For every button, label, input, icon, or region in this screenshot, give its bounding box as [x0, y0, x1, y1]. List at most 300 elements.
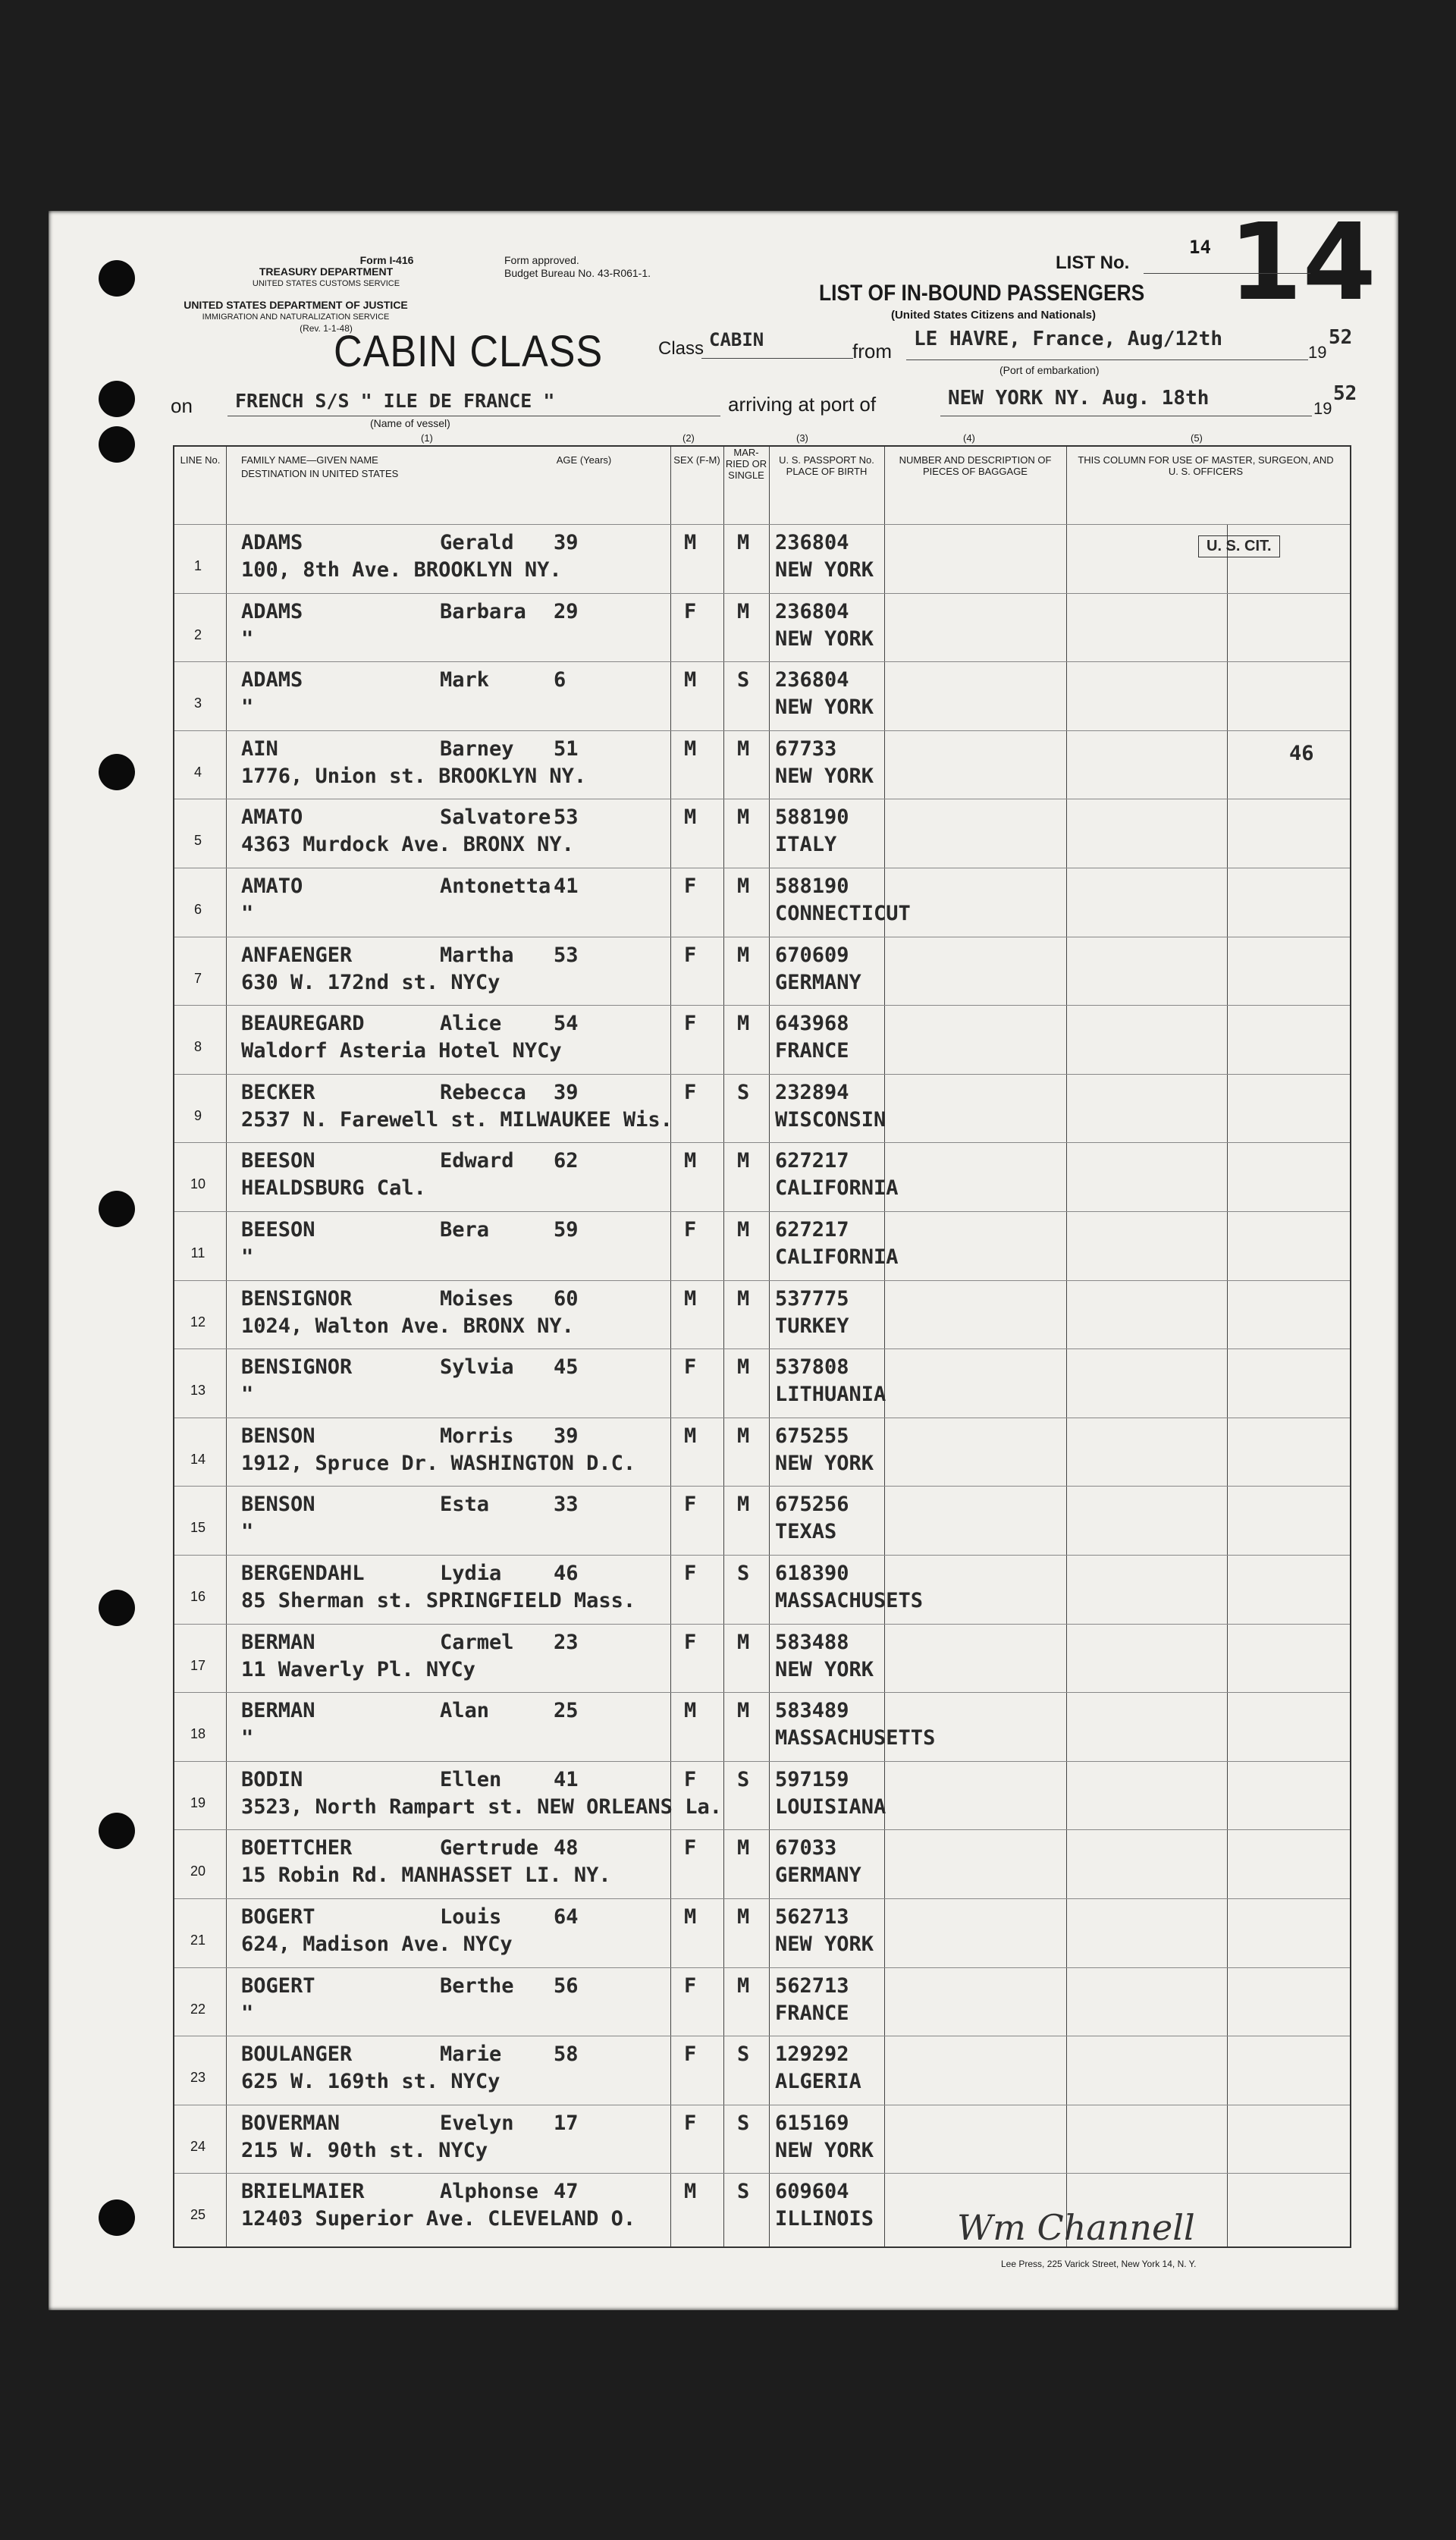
table-row	[174, 2105, 1350, 2174]
class-rule	[701, 358, 853, 359]
family-name: BRIELMAIER	[241, 2180, 365, 2204]
place-of-birth: GERMANY	[775, 970, 861, 994]
year-arrival: 52	[1333, 382, 1357, 405]
family-name: BOGERT	[241, 1905, 315, 1929]
treasury-dept: TREASURY DEPARTMENT	[259, 265, 394, 278]
on-label: on	[171, 394, 193, 417]
given-name: Sylvia	[440, 1355, 514, 1380]
passport-number: 675256	[775, 1493, 849, 1517]
marital-status: S	[737, 2111, 750, 2135]
line-number: 3	[193, 695, 202, 711]
binder-hole	[99, 381, 135, 417]
place-of-birth: NEW YORK	[775, 2138, 874, 2162]
age: 41	[554, 874, 579, 898]
passport-number: 588190	[775, 874, 849, 898]
line-number: 21	[190, 1932, 206, 1948]
table-row	[174, 1486, 1350, 1556]
family-name: ADAMS	[241, 668, 303, 692]
family-name: BOULANGER	[241, 2042, 353, 2067]
destination: HEALDSBURG Cal.	[241, 1176, 426, 1201]
place-of-birth: MASSACHUSETTS	[775, 1726, 936, 1750]
table-row	[174, 1280, 1350, 1350]
sex: F	[684, 2042, 697, 2067]
binder-hole	[99, 1590, 135, 1626]
table-row	[174, 1624, 1350, 1694]
destination: 624, Madison Ave. NYCy	[241, 1932, 513, 1956]
binder-hole	[99, 426, 135, 463]
given-name: Alphonse	[440, 2180, 539, 2204]
passport-number: 583489	[775, 1699, 849, 1723]
place-of-birth: GERMANY	[775, 1863, 861, 1888]
destination: 12403 Superior Ave. CLEVELAND O.	[241, 2207, 636, 2231]
line-number: 5	[193, 833, 202, 849]
sex: M	[684, 805, 697, 830]
sex: M	[684, 2180, 697, 2204]
family-name: BENSON	[241, 1493, 315, 1517]
place-of-birth: MASSACHUSETS	[775, 1589, 924, 1612]
place-of-birth: NEW YORK	[775, 1451, 874, 1475]
port-embark-caption: (Port of embarkation)	[999, 364, 1100, 376]
table-row	[174, 799, 1350, 868]
table-row	[174, 1829, 1350, 1899]
given-name: Rebecca	[440, 1080, 526, 1104]
family-name: BOVERMAN	[241, 2111, 340, 2135]
year-prefix-arr: 19	[1313, 399, 1332, 418]
place-of-birth: NEW YORK	[775, 695, 874, 720]
age: 51	[554, 736, 579, 761]
table-row	[174, 2036, 1350, 2105]
line-number: 17	[190, 1657, 206, 1673]
sex: M	[684, 1149, 697, 1173]
given-name: Louis	[440, 1905, 502, 1929]
given-name: Edward	[440, 1149, 514, 1173]
year-from: 52	[1329, 326, 1353, 349]
family-name: BOETTCHER	[241, 1836, 353, 1860]
given-name: Antonetta	[440, 874, 551, 898]
passport-number: 232894	[775, 1080, 849, 1104]
passport-number: 643968	[775, 1012, 849, 1036]
marital-status: M	[737, 1905, 750, 1929]
line-number: 1	[193, 558, 202, 573]
given-name: Ellen	[440, 1767, 502, 1791]
sex: M	[684, 531, 697, 554]
given-name: Gertrude	[440, 1836, 539, 1860]
given-name: Gerald	[440, 531, 514, 554]
officer-signature: Wm Channell	[957, 2207, 1195, 2248]
marital-status: M	[737, 1355, 750, 1380]
table-row	[174, 661, 1350, 731]
list-label: LIST No.	[1056, 253, 1130, 273]
passport-number: 537808	[775, 1355, 849, 1380]
place-of-birth: CONNECTICUT	[775, 902, 911, 925]
table-row	[174, 1692, 1350, 1762]
line-number: 12	[190, 1314, 206, 1330]
age: 64	[554, 1905, 579, 1929]
header-officers: THIS COLUMN FOR USE OF MASTER, SURGEON, AND U. S. OFFICERS	[1078, 454, 1334, 477]
table-row	[174, 868, 1350, 937]
family-name: BENSON	[241, 1424, 315, 1448]
place-of-birth: CALIFORNIA	[775, 1245, 899, 1269]
officer-note: 46	[1289, 741, 1314, 765]
given-name: Barney	[440, 736, 514, 761]
passport-number: 618390	[775, 1562, 849, 1585]
marital-status: S	[737, 1562, 750, 1585]
family-name: BERMAN	[241, 1630, 315, 1654]
age: 25	[554, 1699, 579, 1723]
given-name: Evelyn	[440, 2111, 514, 2135]
line-number: 20	[190, 1863, 206, 1879]
passport-number: 236804	[775, 668, 849, 692]
given-name: Moises	[440, 1286, 514, 1311]
customs-service: UNITED STATES CUSTOMS SERVICE	[252, 279, 400, 288]
table-row	[174, 1211, 1350, 1281]
sex: F	[684, 1836, 697, 1860]
arriving-value: NEW YORK NY. Aug. 18th	[948, 387, 1210, 410]
marital-status: M	[737, 1699, 750, 1723]
line-number: 7	[193, 970, 202, 986]
sex: F	[684, 874, 697, 898]
age: 53	[554, 805, 579, 830]
marital-status: M	[737, 1836, 750, 1860]
table-row	[174, 937, 1350, 1006]
sex: F	[684, 1080, 697, 1104]
destination: 630 W. 172nd st. NYCy	[241, 970, 500, 994]
column-number-2: (2)	[682, 432, 695, 444]
column-number-5: (5)	[1191, 432, 1203, 444]
passport-number: 562713	[775, 1905, 849, 1929]
table-row	[174, 1418, 1350, 1487]
passport-number: 67733	[775, 736, 837, 761]
table-row	[174, 1555, 1350, 1625]
family-name: BENSIGNOR	[241, 1286, 353, 1311]
marital-status: M	[737, 874, 750, 898]
place-of-birth: TEXAS	[775, 1520, 837, 1544]
place-of-birth: NEW YORK	[775, 764, 874, 788]
destination: "	[241, 1520, 254, 1544]
sex: F	[684, 1562, 697, 1585]
from-value: LE HAVRE, France, Aug/12th	[914, 328, 1222, 350]
table-row	[174, 1967, 1350, 2037]
place-of-birth: CALIFORNIA	[775, 1176, 899, 1201]
marital-status: M	[737, 1149, 750, 1173]
marital-status: M	[737, 599, 750, 623]
marital-status: S	[737, 1767, 750, 1791]
passport-number: 670609	[775, 943, 849, 967]
sex: M	[684, 1424, 697, 1448]
justice-dept: UNITED STATES DEPARTMENT OF JUSTICE	[184, 299, 408, 311]
class-label: Class	[658, 338, 704, 359]
passport-number: 609604	[775, 2180, 849, 2204]
family-name: BODIN	[241, 1767, 303, 1791]
place-of-birth: ITALY	[775, 833, 837, 857]
destination: "	[241, 902, 254, 925]
destination: 85 Sherman st. SPRINGFIELD Mass.	[241, 1589, 636, 1612]
marital-status: M	[737, 1973, 750, 1998]
given-name: Bera	[440, 1218, 490, 1242]
place-of-birth: TURKEY	[775, 1314, 849, 1338]
age: 29	[554, 599, 579, 623]
table-row	[174, 593, 1350, 663]
line-number: 11	[190, 1245, 206, 1261]
sex: F	[684, 1973, 697, 1998]
age: 39	[554, 1424, 579, 1448]
family-name: AIN	[241, 736, 278, 761]
sex: F	[684, 1355, 697, 1380]
destination: 15 Robin Rd. MANHASSET LI. NY.	[241, 1863, 611, 1888]
destination: "	[241, 1383, 254, 1407]
passport-number: 129292	[775, 2042, 849, 2067]
age: 45	[554, 1355, 579, 1380]
sex: F	[684, 1493, 697, 1517]
given-name: Martha	[440, 943, 514, 967]
class-value: CABIN	[709, 329, 764, 350]
marital-status: S	[737, 2042, 750, 2067]
header-sex: SEX (F-M)	[673, 454, 720, 466]
destination: 3523, North Rampart st. NEW ORLEANS La.	[241, 1794, 722, 1819]
table-row	[174, 524, 1350, 594]
passenger-table	[173, 445, 1351, 2248]
age: 47	[554, 2180, 579, 2204]
given-name: Berthe	[440, 1973, 514, 1998]
column-number-1: (1)	[421, 432, 433, 444]
ins-service: IMMIGRATION AND NATURALIZATION SERVICE	[202, 312, 390, 322]
sex: F	[684, 2111, 697, 2135]
place-of-birth: WISCONSIN	[775, 1107, 886, 1132]
passport-number: 562713	[775, 1973, 849, 1998]
destination: "	[241, 1726, 254, 1750]
age: 39	[554, 531, 579, 554]
sex: F	[684, 1012, 697, 1036]
passport-number: 627217	[775, 1218, 849, 1242]
age: 33	[554, 1493, 579, 1517]
header-age: AGE (Years)	[556, 454, 612, 466]
family-name: BECKER	[241, 1080, 315, 1104]
passport-number: 67033	[775, 1836, 837, 1860]
place-of-birth: NEW YORK	[775, 1657, 874, 1681]
place-of-birth: ILLINOIS	[775, 2207, 874, 2231]
destination: "	[241, 626, 254, 651]
passport-number: 236804	[775, 599, 849, 623]
table-row	[174, 1348, 1350, 1418]
column-number-4: (4)	[963, 432, 975, 444]
marital-status: S	[737, 2180, 750, 2204]
passport-number: 583488	[775, 1630, 849, 1654]
destination: 2537 N. Farewell st. MILWAUKEE Wis.	[241, 1107, 673, 1132]
given-name: Alan	[440, 1699, 490, 1723]
marital-status: M	[737, 1630, 750, 1654]
line-number: 22	[190, 2001, 206, 2017]
revision: (Rev. 1-1-48)	[300, 323, 353, 334]
destination: 100, 8th Ave. BROOKLYN NY.	[241, 558, 562, 582]
family-name: BEAUREGARD	[241, 1012, 365, 1036]
age: 56	[554, 1973, 579, 1998]
family-name: BOGERT	[241, 1973, 315, 1998]
document-subtitle: (United States Citizens and Nationals)	[890, 309, 1097, 322]
sex: M	[684, 1905, 697, 1929]
age: 48	[554, 1836, 579, 1860]
destination: 1776, Union st. BROOKLYN NY.	[241, 764, 587, 788]
given-name: Alice	[440, 1012, 502, 1036]
from-label: from	[852, 340, 892, 363]
destination: Waldorf Asteria Hotel NYCy	[241, 1039, 562, 1063]
age: 60	[554, 1286, 579, 1311]
passport-number: 615169	[775, 2111, 849, 2135]
given-name: Salvatore	[440, 805, 551, 830]
document-title: LIST OF IN-BOUND PASSENGERS	[819, 281, 1145, 306]
place-of-birth: NEW YORK	[775, 558, 874, 582]
family-name: BENSIGNOR	[241, 1355, 353, 1380]
header-baggage: NUMBER AND DESCRIPTION OF PIECES OF BAGGAGE	[899, 454, 1052, 477]
marital-status: M	[737, 531, 750, 554]
passport-number: 588190	[775, 805, 849, 830]
destination: 4363 Murdock Ave. BRONX NY.	[241, 833, 574, 857]
given-name: Esta	[440, 1493, 490, 1517]
place-of-birth: ALGERIA	[775, 2070, 861, 2094]
marital-status: M	[737, 1424, 750, 1448]
family-name: ADAMS	[241, 531, 303, 554]
age: 23	[554, 1630, 579, 1654]
sex: F	[684, 1218, 697, 1242]
list-number-large: 14	[1228, 201, 1376, 325]
officer-note: U. S. CIT.	[1198, 535, 1280, 557]
line-number: 16	[190, 1589, 206, 1604]
family-name: AMATO	[241, 874, 303, 898]
header-line: LINE No.	[180, 454, 221, 466]
age: 59	[554, 1218, 579, 1242]
given-name: Barbara	[440, 599, 526, 623]
destination: 625 W. 169th st. NYCy	[241, 2070, 500, 2094]
marital-status: M	[737, 943, 750, 967]
table-row	[174, 1005, 1350, 1075]
place-of-birth: NEW YORK	[775, 626, 874, 651]
line-number: 10	[190, 1176, 206, 1192]
line-number: 18	[190, 1726, 206, 1742]
destination: "	[241, 695, 254, 720]
line-number: 23	[190, 2070, 206, 2086]
place-of-birth: LOUISIANA	[775, 1794, 886, 1819]
destination: 1912, Spruce Dr. WASHINGTON D.C.	[241, 1451, 636, 1475]
given-name: Marie	[440, 2042, 502, 2067]
passport-number: 675255	[775, 1424, 849, 1448]
destination: 1024, Walton Ave. BRONX NY.	[241, 1314, 574, 1338]
place-of-birth: NEW YORK	[775, 1932, 874, 1956]
family-name: BERGENDAHL	[241, 1562, 365, 1585]
marital-status: M	[737, 1218, 750, 1242]
line-number: 15	[190, 1520, 206, 1536]
passport-number: 597159	[775, 1767, 849, 1791]
marital-status: M	[737, 1012, 750, 1036]
family-name: AMATO	[241, 805, 303, 830]
sex: M	[684, 1699, 697, 1723]
binder-hole	[99, 260, 135, 297]
vessel-name: FRENCH S/S " ILE DE FRANCE "	[235, 390, 555, 412]
given-name: Mark	[440, 668, 490, 692]
list-number-rule	[1144, 273, 1310, 274]
sex: M	[684, 668, 697, 692]
line-number: 13	[190, 1383, 206, 1399]
line-number: 24	[190, 2138, 206, 2154]
form-number: Form I-416	[359, 254, 414, 266]
passport-number: 236804	[775, 531, 849, 554]
destination: 11 Waverly Pl. NYCy	[241, 1657, 475, 1681]
age: 58	[554, 2042, 579, 2067]
marital-status: S	[737, 668, 750, 692]
cabin-class-stamp: CABIN CLASS	[334, 327, 604, 376]
line-number: 6	[193, 902, 202, 917]
table-row	[174, 730, 1350, 800]
passport-number: 537775	[775, 1286, 849, 1311]
family-name: ADAMS	[241, 599, 303, 623]
family-name: BERMAN	[241, 1699, 315, 1723]
form-approved: Form approved.	[504, 254, 579, 266]
age: 39	[554, 1080, 579, 1104]
age: 46	[554, 1562, 579, 1585]
line-number: 14	[190, 1451, 206, 1467]
line-number: 19	[190, 1794, 206, 1810]
age: 41	[554, 1767, 579, 1791]
age: 62	[554, 1149, 579, 1173]
given-name: Morris	[440, 1424, 514, 1448]
marital-status: M	[737, 736, 750, 761]
line-number: 4	[193, 764, 202, 780]
family-name: ANFAENGER	[241, 943, 353, 967]
budget-bureau: Budget Bureau No. 43-R061-1.	[504, 267, 651, 279]
family-name: BEESON	[241, 1218, 315, 1242]
header-passport: U. S. PASSPORT No. PLACE OF BIRTH	[779, 454, 874, 477]
age: 6	[554, 668, 566, 692]
age: 54	[554, 1012, 579, 1036]
vessel-caption: (Name of vessel)	[370, 417, 450, 429]
header-name: FAMILY NAME—GIVEN NAME	[241, 454, 378, 466]
sex: F	[684, 599, 697, 623]
sex: F	[684, 943, 697, 967]
line-number: 25	[190, 2207, 206, 2223]
table-row	[174, 1142, 1350, 1212]
line-number: 9	[193, 1107, 202, 1123]
table-row	[174, 1074, 1350, 1144]
place-of-birth: FRANCE	[775, 1039, 849, 1063]
place-of-birth: LITHUANIA	[775, 1383, 886, 1407]
line-number: 2	[193, 626, 202, 642]
given-name: Lydia	[440, 1562, 502, 1585]
marital-status: M	[737, 1493, 750, 1517]
sex: M	[684, 1286, 697, 1311]
binder-hole	[99, 754, 135, 790]
line-number: 8	[193, 1039, 202, 1055]
sex: M	[684, 736, 697, 761]
passport-number: 627217	[775, 1149, 849, 1173]
from-rule	[906, 359, 1308, 360]
destination: "	[241, 2001, 254, 2025]
table-row	[174, 1761, 1350, 1831]
sex: F	[684, 1630, 697, 1654]
destination: "	[241, 1245, 254, 1269]
column-number-3: (3)	[796, 432, 808, 444]
printer-imprint: Lee Press, 225 Varick Street, New York 14, N. Y.	[1001, 2259, 1197, 2269]
place-of-birth: FRANCE	[775, 2001, 849, 2025]
year-prefix-from: 19	[1308, 343, 1327, 362]
header-destination: DESTINATION IN UNITED STATES	[241, 468, 399, 479]
destination: 215 W. 90th st. NYCy	[241, 2138, 488, 2162]
age: 17	[554, 2111, 579, 2135]
arriving-label: arriving at port of	[728, 393, 877, 416]
binder-hole	[99, 1191, 135, 1227]
marital-status: S	[737, 1080, 750, 1104]
family-name: BEESON	[241, 1149, 315, 1173]
marital-status: M	[737, 805, 750, 830]
binder-hole	[99, 1813, 135, 1849]
marital-status: M	[737, 1286, 750, 1311]
